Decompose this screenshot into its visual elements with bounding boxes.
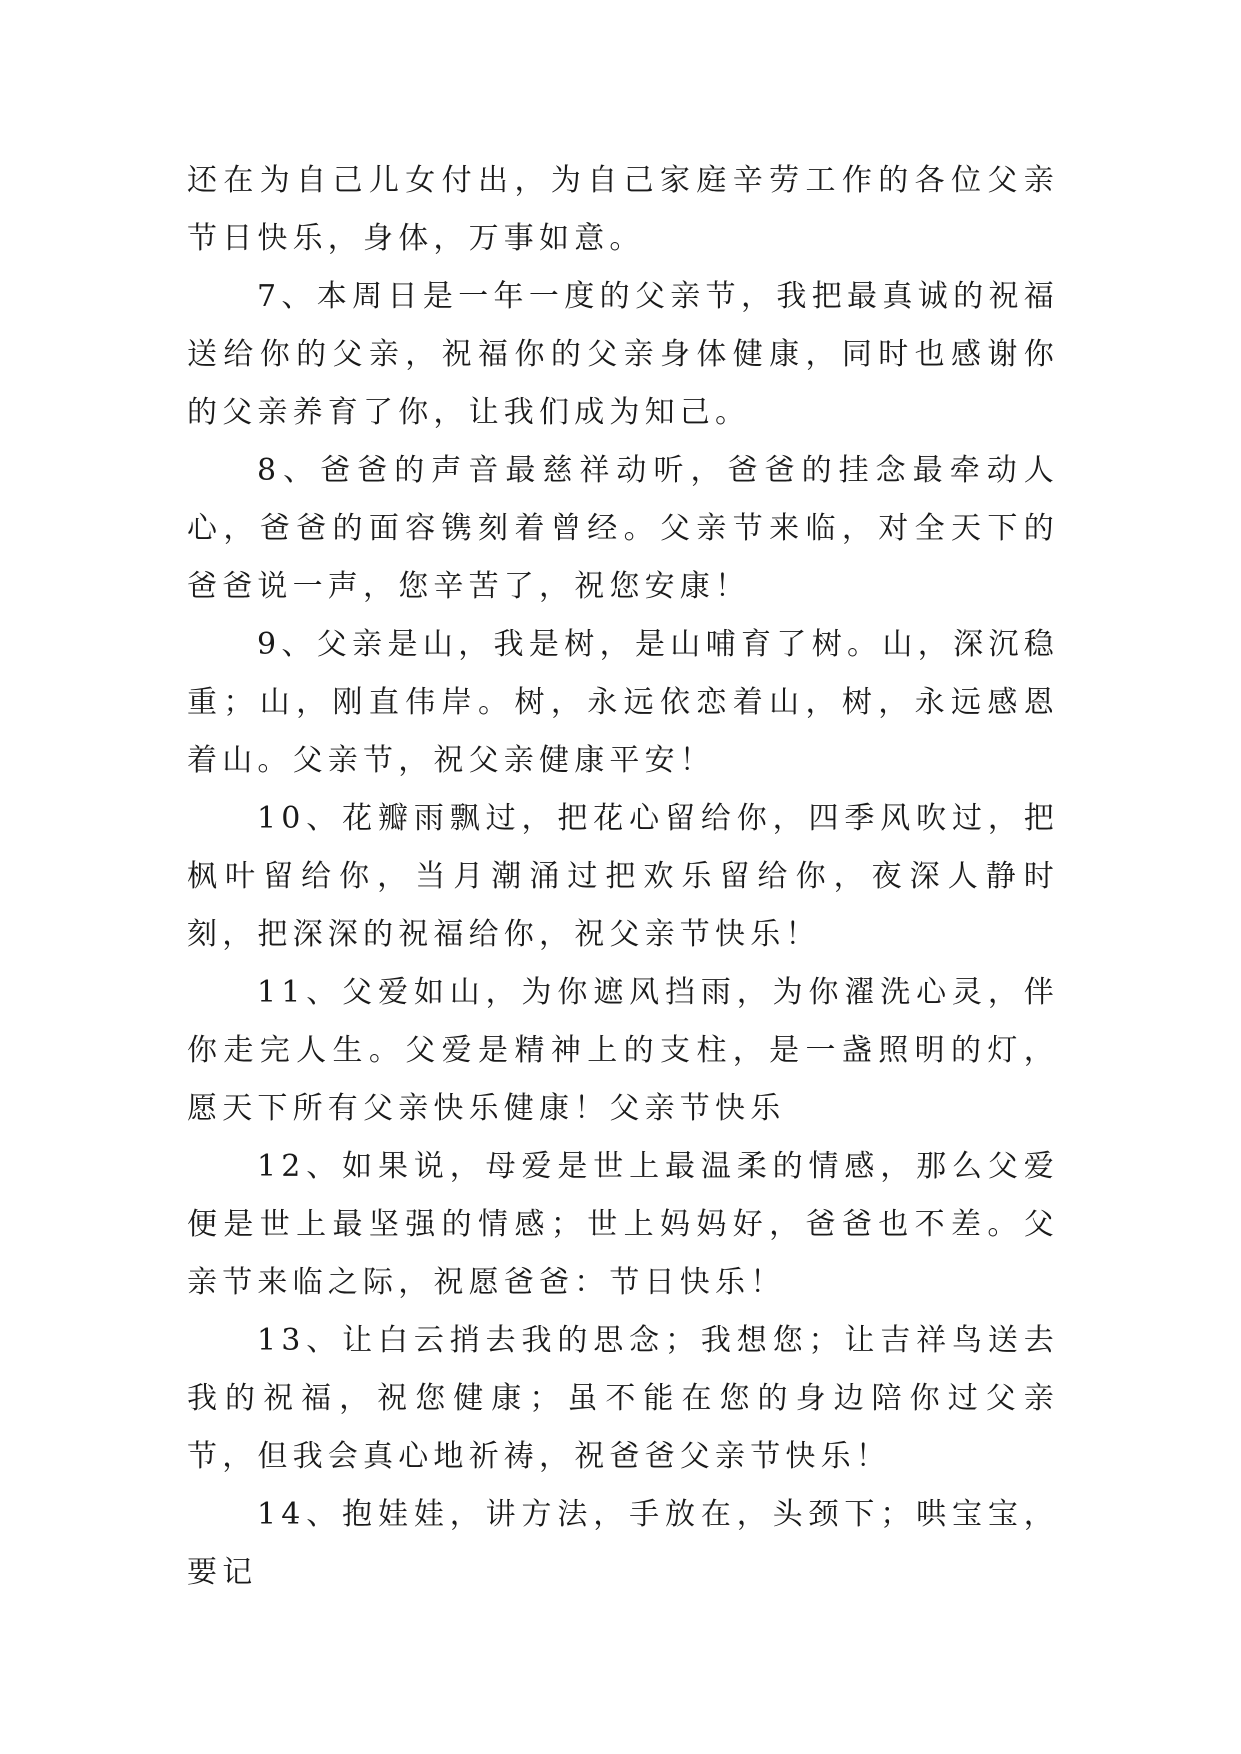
paragraph-wish-12: 12、如果说，母爱是世上最温柔的情感，那么父爱便是世上最坚强的情感；世上妈妈好，爸爸也不差。父亲节来临之际，祝愿爸爸：节日快乐！ [187,1149,1059,1300]
paragraph-wish-13: 13、让白云捎去我的思念；我想您；让吉祥鸟送去我的祝福，祝您健康；虽不能在您的身边陪你过父亲节，但我会真心地祈祷，祝爸爸父亲节快乐！ [187,1323,1059,1474]
document-body [187,152,1059,1602]
paragraph-wish-10: 10、花瓣雨飘过，把花心留给你，四季风吹过，把枫叶留给你，当月潮涌过把欢乐留给你，夜深人静时刻，把深深的祝福给你，祝父亲节快乐！ [187,801,1059,952]
paragraph-wish-11: 11、父爱如山，为你遮风挡雨，为你濯洗心灵，伴你走完人生。父爱是精神上的支柱，是一盏照明的灯，愿天下所有父亲快乐健康！父亲节快乐 [187,975,1059,1126]
paragraph-continuation: 还在为自己儿女付出，为自己家庭辛劳工作的各位父亲节日快乐，身体，万事如意。 [187,163,1059,256]
paragraph-wish-7: 7、本周日是一年一度的父亲节，我把最真诚的祝福送给你的父亲，祝福你的父亲身体健康，同时也感谢你的父亲养育了你，让我们成为知己。 [187,279,1059,430]
paragraph-wish-9: 9、父亲是山，我是树，是山哺育了树。山，深沉稳重；山，刚直伟岸。树，永远依恋着山，树，永远感恩着山。父亲节，祝父亲健康平安！ [187,627,1059,778]
paragraph-wish-14: 14、抱娃娃，讲方法，手放在，头颈下；哄宝宝，要记 [187,1497,1059,1590]
paragraph-wish-8: 8、爸爸的声音最慈祥动听，爸爸的挂念最牵动人心，爸爸的面容镌刻着曾经。父亲节来临，对全天下的爸爸说一声，您辛苦了，祝您安康！ [187,453,1059,604]
